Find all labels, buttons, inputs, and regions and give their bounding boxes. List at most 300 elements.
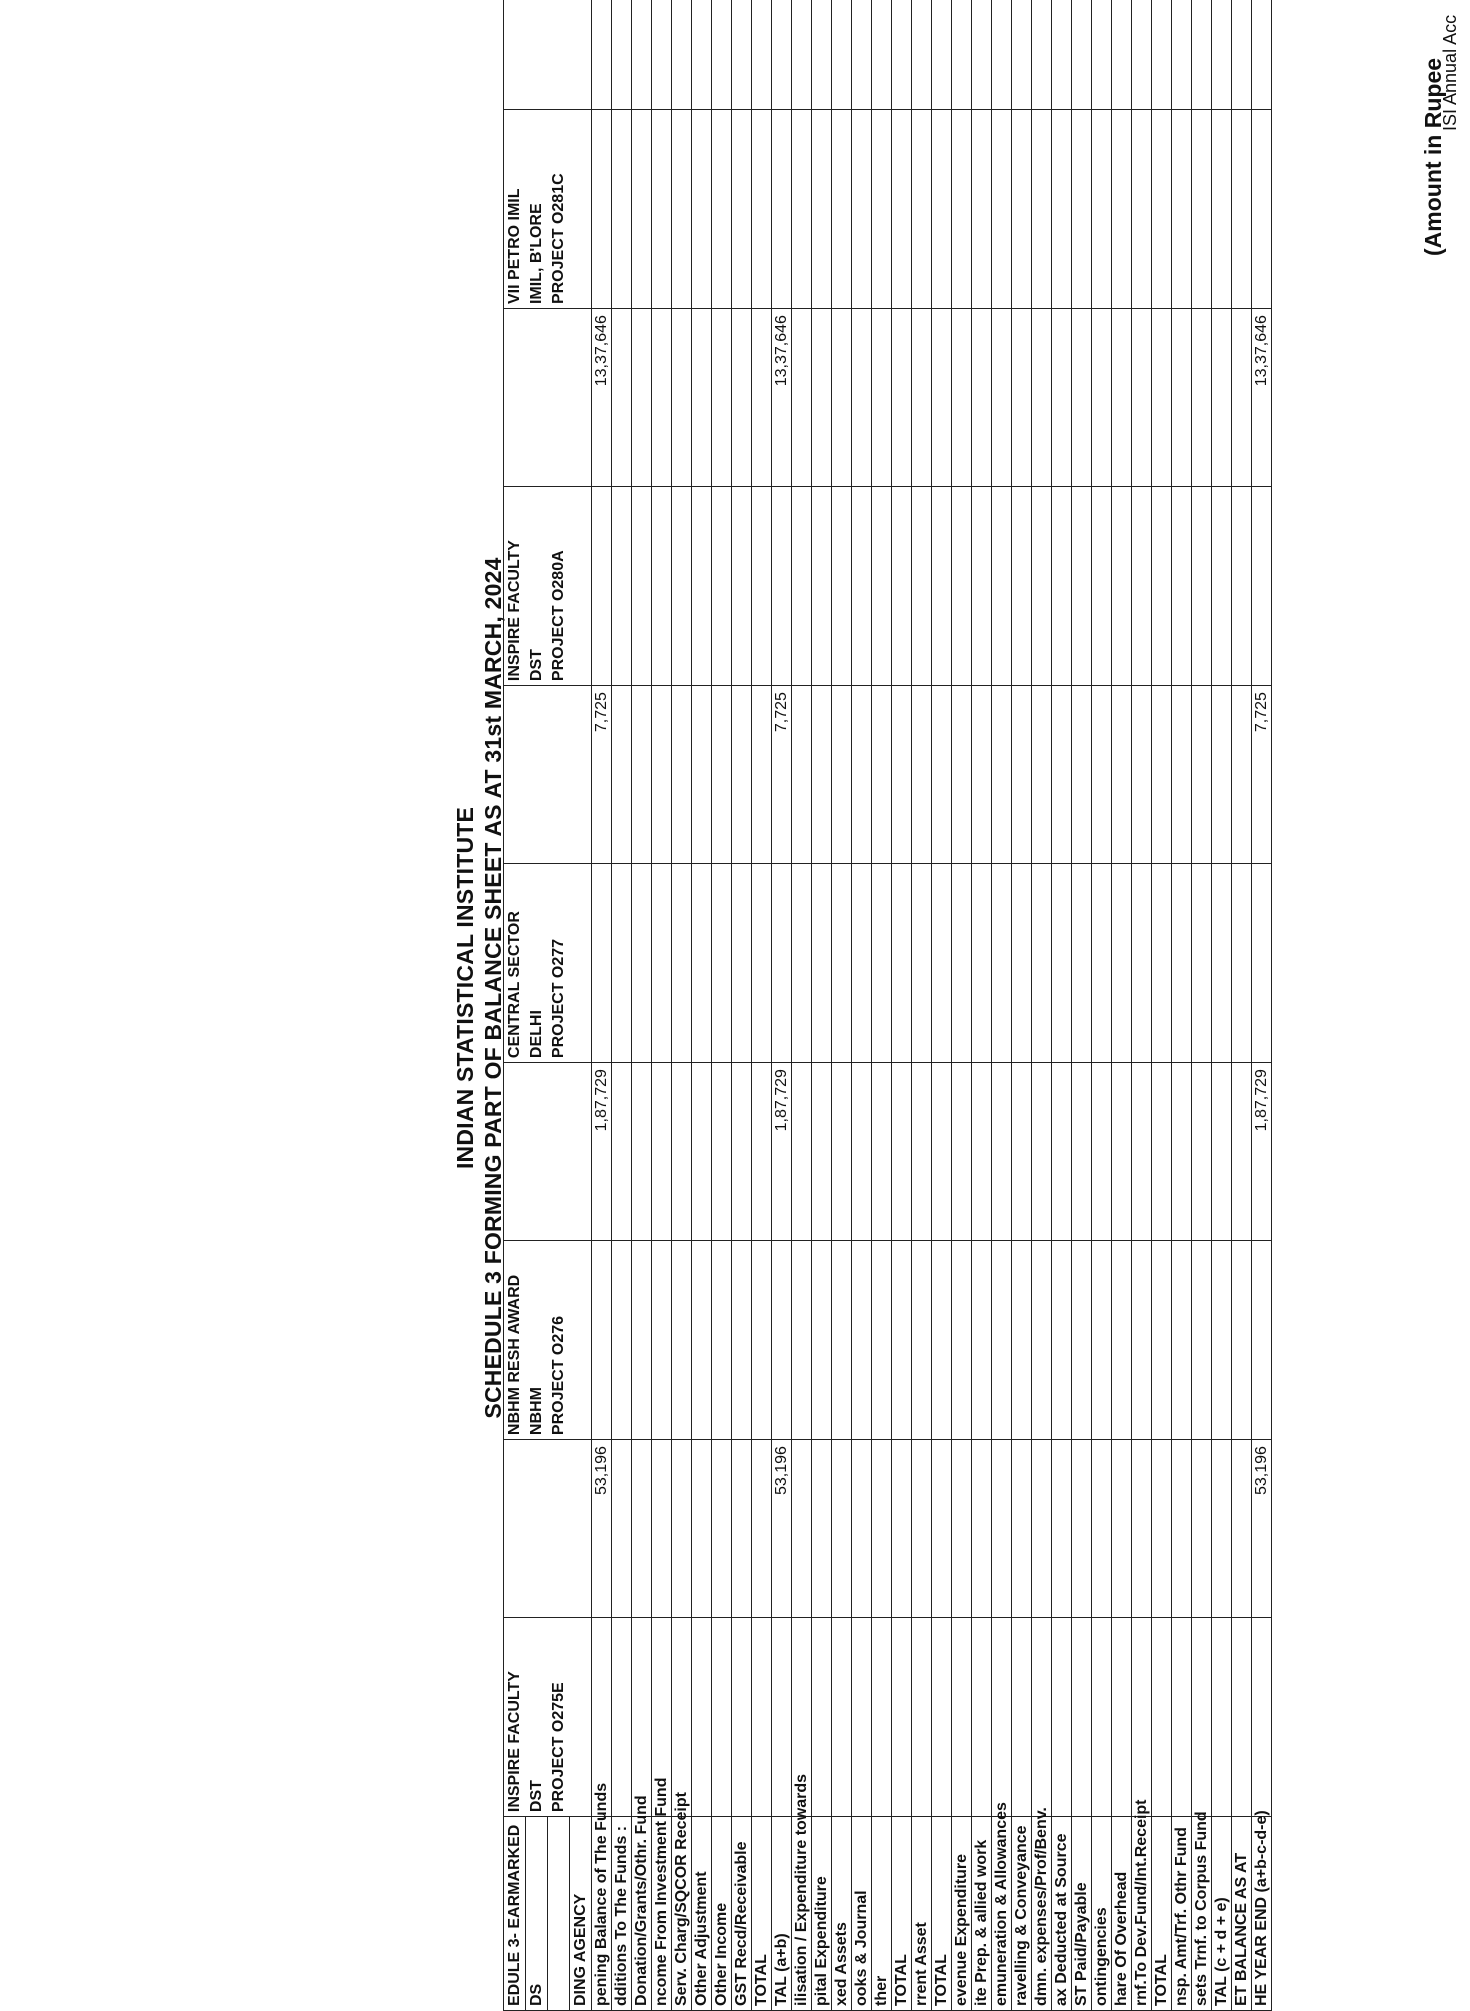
cell-amount xyxy=(612,686,632,864)
cell-amount xyxy=(1052,309,1072,487)
cell-blank xyxy=(1072,1617,1092,1816)
row-label: TOTAL xyxy=(1152,1817,1172,2011)
table-row xyxy=(872,0,892,2011)
cell-blank xyxy=(852,1240,872,1439)
cell-blank xyxy=(852,1617,872,1816)
row-label: Other Adjustment xyxy=(692,1817,712,2011)
cell-blank xyxy=(952,863,972,1062)
cell-blank xyxy=(872,863,892,1062)
cell-blank xyxy=(932,863,952,1062)
cell-amount xyxy=(792,309,812,487)
cell-blank xyxy=(1012,863,1032,1062)
cell-blank xyxy=(812,486,832,685)
cell-amount xyxy=(1012,686,1032,864)
cell-amount xyxy=(912,0,932,109)
row-label: ET BALANCE AS AT xyxy=(1232,1817,1252,2011)
cell-amount xyxy=(1032,1063,1052,1241)
cell-amount xyxy=(792,686,812,864)
cell-blank xyxy=(1152,1617,1172,1816)
cell-amount xyxy=(872,1440,892,1618)
cell-blank xyxy=(1092,1240,1112,1439)
row-label: ST Paid/Payable xyxy=(1072,1817,1092,2011)
cell-amount xyxy=(612,1063,632,1241)
cell-blank xyxy=(692,1617,712,1816)
column-header-blank xyxy=(570,0,592,109)
cell-amount xyxy=(1012,1440,1032,1618)
cell-amount xyxy=(1052,686,1072,864)
cell-blank xyxy=(732,1240,752,1439)
cell-blank xyxy=(752,486,772,685)
cell-amount: 1,87,729 xyxy=(1252,1063,1272,1241)
cell-blank xyxy=(692,109,712,308)
cell-amount xyxy=(1232,309,1252,487)
cell-blank xyxy=(1232,1240,1252,1439)
cell-blank xyxy=(652,486,672,685)
cell-blank xyxy=(792,1240,812,1439)
cell-amount xyxy=(1172,686,1192,864)
table-row xyxy=(992,0,1012,2011)
table-row xyxy=(1052,0,1072,2011)
column-header: PROJECT O277 xyxy=(548,863,570,1062)
cell-blank xyxy=(832,109,852,308)
cell-blank xyxy=(1212,1240,1232,1439)
cell-blank xyxy=(972,486,992,685)
cell-amount xyxy=(772,0,792,109)
cell-blank xyxy=(992,863,1012,1062)
row-label: rrent Asset xyxy=(912,1817,932,2011)
cell-blank xyxy=(732,1617,752,1816)
cell-amount xyxy=(712,686,732,864)
row-label: TAL (c + d + e) xyxy=(1212,1817,1232,2011)
cell-amount xyxy=(1212,0,1232,109)
cell-blank xyxy=(712,1617,732,1816)
cell-blank xyxy=(1192,486,1212,685)
cell-blank xyxy=(852,863,872,1062)
cell-amount xyxy=(912,1440,932,1618)
cell-blank xyxy=(952,1240,972,1439)
cell-blank xyxy=(972,109,992,308)
cell-amount xyxy=(1172,309,1192,487)
cell-blank xyxy=(1092,1617,1112,1816)
cell-blank xyxy=(592,109,612,308)
column-header-blank xyxy=(504,0,526,109)
cell-amount: 7,725 xyxy=(592,686,612,864)
cell-blank xyxy=(632,863,652,1062)
column-header: INSPIRE FACULTY xyxy=(504,1617,526,1816)
cell-amount xyxy=(832,686,852,864)
cell-amount xyxy=(992,309,1012,487)
cell-blank xyxy=(1092,863,1112,1062)
cell-amount xyxy=(672,1063,692,1241)
row-label: ther xyxy=(872,1817,892,2011)
cell-amount xyxy=(952,1440,972,1618)
table-row xyxy=(652,0,672,2011)
cell-amount xyxy=(912,309,932,487)
cell-blank xyxy=(1092,109,1112,308)
column-header xyxy=(570,863,592,1062)
column-header-blank xyxy=(526,686,548,864)
cell-amount xyxy=(1032,1440,1052,1618)
column-header-blank xyxy=(570,1063,592,1241)
cell-amount: 1,87,729 xyxy=(592,1063,612,1241)
cell-amount xyxy=(712,1063,732,1241)
cell-amount xyxy=(932,0,952,109)
cell-blank xyxy=(672,863,692,1062)
cell-amount xyxy=(952,1063,972,1241)
cell-blank xyxy=(592,1240,612,1439)
cell-blank xyxy=(1252,1617,1272,1816)
cell-blank xyxy=(872,486,892,685)
cell-amount xyxy=(1112,686,1132,864)
cell-amount xyxy=(1192,1063,1212,1241)
column-header: PROJECT O275E xyxy=(548,1617,570,1816)
column-header: CENTRAL SECTOR xyxy=(504,863,526,1062)
cell-blank xyxy=(1112,486,1132,685)
column-header: PROJECT O281C xyxy=(548,109,570,308)
cell-amount xyxy=(1152,686,1172,864)
column-header-blank xyxy=(526,1440,548,1618)
row-label: evenue Expenditure xyxy=(952,1817,972,2011)
table-row xyxy=(832,0,852,2011)
cell-amount xyxy=(712,1440,732,1618)
table-row xyxy=(592,0,612,2011)
row-label: TAL (a+b) xyxy=(772,1817,792,2011)
cell-amount xyxy=(752,1440,772,1618)
cell-blank xyxy=(912,1240,932,1439)
cell-amount xyxy=(652,1063,672,1241)
cell-amount xyxy=(1152,309,1172,487)
cell-amount xyxy=(972,1063,992,1241)
cell-amount xyxy=(992,1440,1012,1618)
cell-amount: 13,37,646 xyxy=(592,309,612,487)
cell-amount xyxy=(1132,0,1152,109)
table-row xyxy=(752,0,772,2011)
cell-amount xyxy=(732,309,752,487)
column-header-blank xyxy=(504,309,526,487)
footer-note: ISI Annual Acc xyxy=(1440,14,1460,131)
table-row xyxy=(692,0,712,2011)
row-label: pital Expenditure xyxy=(812,1817,832,2011)
cell-amount xyxy=(692,309,712,487)
table-row xyxy=(852,0,872,2011)
column-header: VII PETRO IMIL xyxy=(504,109,526,308)
cell-blank xyxy=(692,863,712,1062)
row-label: hare Of Overhead xyxy=(1112,1817,1132,2011)
cell-blank xyxy=(612,109,632,308)
cell-blank xyxy=(1172,1617,1192,1816)
cell-blank xyxy=(632,486,652,685)
column-header-blank xyxy=(526,0,548,109)
cell-blank xyxy=(1232,109,1252,308)
column-header-blank xyxy=(570,309,592,487)
cell-amount xyxy=(1132,686,1152,864)
cell-amount xyxy=(1032,0,1052,109)
column-header-blank xyxy=(504,1440,526,1618)
column-header-blank xyxy=(526,1063,548,1241)
cell-blank xyxy=(1152,1240,1172,1439)
cell-blank xyxy=(672,1240,692,1439)
cell-amount xyxy=(1232,1440,1252,1618)
cell-amount xyxy=(1132,309,1152,487)
cell-blank xyxy=(812,1240,832,1439)
cell-blank xyxy=(732,486,752,685)
cell-amount xyxy=(1152,1063,1172,1241)
cell-amount xyxy=(1192,0,1212,109)
cell-amount xyxy=(632,0,652,109)
schedule-title: SCHEDULE 3 FORMING PART OF BALANCE SHEET AS AT 31st MARCH, 2024 xyxy=(480,557,506,1419)
cell-blank xyxy=(1172,486,1192,685)
cell-amount xyxy=(932,1440,952,1618)
cell-amount xyxy=(952,0,972,109)
cell-blank xyxy=(732,863,752,1062)
cell-blank xyxy=(772,1617,792,1816)
cell-blank xyxy=(1132,486,1152,685)
cell-blank xyxy=(912,486,932,685)
table-row xyxy=(1072,0,1092,2011)
cell-amount xyxy=(952,309,972,487)
cell-amount xyxy=(832,309,852,487)
cell-blank xyxy=(1072,1240,1092,1439)
cell-blank xyxy=(892,1617,912,1816)
cell-amount: 7,725 xyxy=(1252,686,1272,864)
cell-blank xyxy=(1152,486,1172,685)
cell-blank xyxy=(892,486,912,685)
cell-blank xyxy=(852,109,872,308)
table-row xyxy=(1112,0,1132,2011)
table-row xyxy=(732,0,752,2011)
cell-amount xyxy=(712,309,732,487)
cell-blank xyxy=(692,486,712,685)
cell-blank xyxy=(792,109,812,308)
cell-blank xyxy=(1052,863,1072,1062)
cell-amount xyxy=(732,686,752,864)
cell-amount xyxy=(992,686,1012,864)
cell-blank xyxy=(1192,109,1212,308)
column-header-blank xyxy=(548,1063,570,1241)
cell-blank xyxy=(992,109,1012,308)
amount-unit-note: (Amount in Rupee xyxy=(1420,57,1446,256)
cell-amount: 53,196 xyxy=(592,1440,612,1618)
column-header xyxy=(570,1617,592,1816)
cell-amount xyxy=(1252,0,1272,109)
cell-amount xyxy=(1052,1440,1072,1618)
table-row xyxy=(1092,0,1112,2011)
cell-amount xyxy=(632,309,652,487)
cell-amount xyxy=(952,686,972,864)
cell-blank xyxy=(672,1617,692,1816)
cell-amount xyxy=(972,686,992,864)
schedule-body xyxy=(504,0,1272,2011)
row-label: pening Balance of The Funds xyxy=(592,1817,612,2011)
cell-blank xyxy=(872,1617,892,1816)
cell-blank xyxy=(772,486,792,685)
row-label: ax Deducted at Source xyxy=(1052,1817,1072,2011)
cell-blank xyxy=(712,486,732,685)
cell-amount xyxy=(992,1063,1012,1241)
column-header: PROJECT O276 xyxy=(548,1240,570,1439)
cell-blank xyxy=(752,109,772,308)
cell-amount xyxy=(892,0,912,109)
cell-amount xyxy=(632,686,652,864)
cell-amount xyxy=(932,1063,952,1241)
cell-blank xyxy=(952,109,972,308)
cell-amount xyxy=(612,0,632,109)
cell-blank xyxy=(892,863,912,1062)
table-row xyxy=(1252,0,1272,2011)
header-row xyxy=(548,0,570,2011)
cell-blank xyxy=(1092,486,1112,685)
cell-blank xyxy=(752,1240,772,1439)
cell-blank xyxy=(872,109,892,308)
cell-blank xyxy=(832,863,852,1062)
cell-amount xyxy=(972,1440,992,1618)
cell-amount xyxy=(832,1063,852,1241)
cell-amount xyxy=(1212,1440,1232,1618)
header-row xyxy=(526,0,548,2011)
column-header-blank xyxy=(548,0,570,109)
cell-blank xyxy=(852,486,872,685)
cell-amount xyxy=(792,1063,812,1241)
cell-amount xyxy=(1212,1063,1232,1241)
cell-amount: 53,196 xyxy=(772,1440,792,1618)
cell-blank xyxy=(992,1240,1012,1439)
cell-blank xyxy=(932,486,952,685)
table-row xyxy=(632,0,652,2011)
column-header: NBHM RESH AWARD xyxy=(504,1240,526,1439)
column-header xyxy=(570,109,592,308)
cell-blank xyxy=(1052,109,1072,308)
cell-amount xyxy=(752,1063,772,1241)
cell-blank xyxy=(932,1617,952,1816)
table-row xyxy=(772,0,792,2011)
header-row xyxy=(504,0,526,2011)
cell-amount xyxy=(732,0,752,109)
cell-amount xyxy=(1192,1440,1212,1618)
cell-amount xyxy=(612,309,632,487)
header-row xyxy=(570,0,592,2011)
cell-blank xyxy=(592,486,612,685)
cell-amount xyxy=(1012,309,1032,487)
cell-blank xyxy=(892,109,912,308)
cell-amount xyxy=(652,0,672,109)
row-label: TOTAL xyxy=(892,1817,912,2011)
cell-blank xyxy=(1232,486,1252,685)
cell-blank xyxy=(1192,863,1212,1062)
table-row xyxy=(1212,0,1232,2011)
table-row xyxy=(792,0,812,2011)
cell-blank xyxy=(1152,863,1172,1062)
cell-blank xyxy=(832,486,852,685)
cell-blank xyxy=(592,863,612,1062)
cell-amount xyxy=(652,1440,672,1618)
table-row xyxy=(972,0,992,2011)
cell-amount xyxy=(792,0,812,109)
cell-blank xyxy=(1132,1617,1152,1816)
row-label: TOTAL xyxy=(932,1817,952,2011)
table-row xyxy=(1012,0,1032,2011)
cell-amount xyxy=(872,1063,892,1241)
cell-amount xyxy=(592,0,612,109)
cell-blank xyxy=(832,1240,852,1439)
cell-amount xyxy=(1232,1063,1252,1241)
cell-amount xyxy=(792,1440,812,1618)
cell-blank xyxy=(792,863,812,1062)
row-label: ontingencies xyxy=(1092,1817,1112,2011)
row-label: ncome From Investment Fund xyxy=(652,1817,672,2011)
cell-amount xyxy=(852,1063,872,1241)
cell-amount xyxy=(1172,1063,1192,1241)
cell-blank xyxy=(752,863,772,1062)
cell-amount xyxy=(1092,686,1112,864)
cell-amount xyxy=(872,686,892,864)
row-label: Donation/Grants/Othr. Fund xyxy=(632,1817,652,2011)
column-header: PROJECT O280A xyxy=(548,486,570,685)
cell-amount xyxy=(1112,1440,1132,1618)
cell-amount xyxy=(752,0,772,109)
cell-blank xyxy=(1072,486,1092,685)
cell-amount xyxy=(672,309,692,487)
cell-blank xyxy=(952,1617,972,1816)
cell-amount xyxy=(692,686,712,864)
column-header-blank xyxy=(504,1063,526,1241)
column-header-blank xyxy=(548,686,570,864)
cell-amount xyxy=(1172,0,1192,109)
cell-amount xyxy=(972,0,992,109)
cell-amount xyxy=(1092,1063,1112,1241)
cell-amount xyxy=(732,1440,752,1618)
column-header-blank xyxy=(504,686,526,864)
cell-amount xyxy=(1052,0,1072,109)
cell-blank xyxy=(912,1617,932,1816)
column-header-blank xyxy=(548,309,570,487)
cell-amount xyxy=(672,1440,692,1618)
cell-blank xyxy=(792,486,812,685)
row-label: Serv. Charg/SQCOR Receipt xyxy=(672,1817,692,2011)
cell-blank xyxy=(1172,1240,1192,1439)
cell-blank xyxy=(612,1617,632,1816)
table-row xyxy=(612,0,632,2011)
table-row xyxy=(1132,0,1152,2011)
cell-blank xyxy=(652,109,672,308)
row-label: dditions To The Funds : xyxy=(612,1817,632,2011)
cell-amount xyxy=(832,1440,852,1618)
cell-amount xyxy=(752,309,772,487)
cell-amount xyxy=(1092,1440,1112,1618)
cell-blank xyxy=(1112,109,1132,308)
cell-blank xyxy=(892,1240,912,1439)
cell-amount xyxy=(752,686,772,864)
cell-blank xyxy=(1012,1617,1032,1816)
cell-blank xyxy=(932,1240,952,1439)
cell-blank xyxy=(1072,863,1092,1062)
row-label: rnf.To Dev.Fund/Int.Receipt xyxy=(1132,1817,1152,2011)
column-header: INSPIRE FACULTY xyxy=(504,486,526,685)
cell-amount xyxy=(1152,0,1172,109)
cell-amount xyxy=(1072,309,1092,487)
cell-amount xyxy=(712,0,732,109)
cell-blank xyxy=(1112,1617,1132,1816)
cell-amount xyxy=(1132,1063,1152,1241)
table-row xyxy=(672,0,692,2011)
cell-blank xyxy=(1172,863,1192,1062)
cell-amount xyxy=(812,0,832,109)
cell-blank xyxy=(652,1240,672,1439)
cell-amount xyxy=(1172,1440,1192,1618)
cell-amount xyxy=(1232,0,1252,109)
table-row xyxy=(712,0,732,2011)
cell-amount xyxy=(912,1063,932,1241)
cell-amount xyxy=(972,309,992,487)
